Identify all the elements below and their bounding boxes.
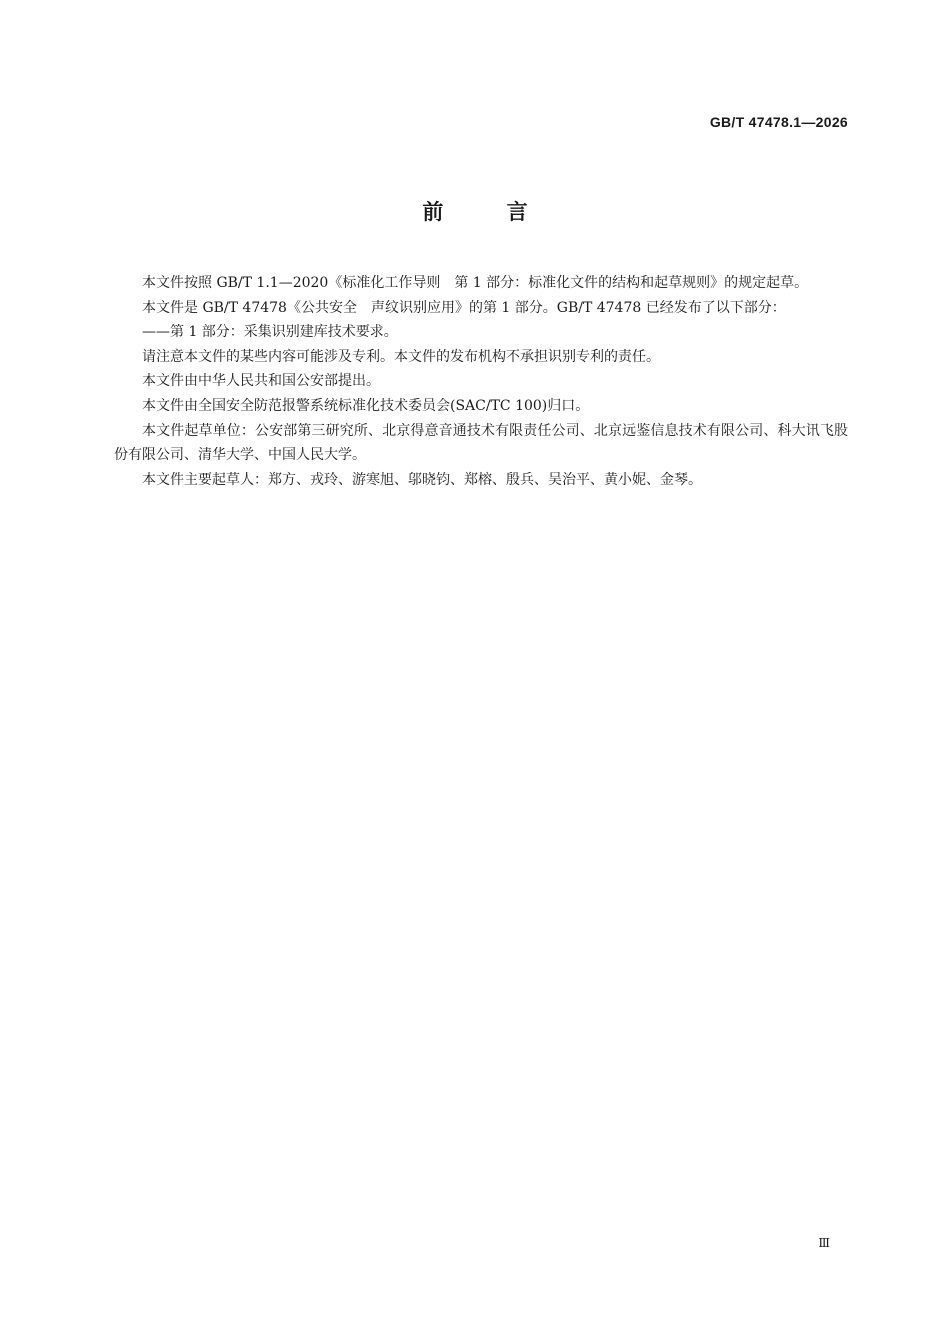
paragraph-drafters: 本文件主要起草人：郑方、戎玲、游寒旭、邬晓钧、郑榕、殷兵、吴治平、黄小妮、金琴。	[142, 471, 702, 488]
paragraph-patent-notice: 请注意本文件的某些内容可能涉及专利。本文件的发布机构不承担识别专利的责任。	[142, 348, 660, 365]
page-title: 前 言	[422, 200, 528, 224]
standard-number: GB/T 47478.1—2026	[709, 114, 848, 130]
paragraph-proposer: 本文件由中华人民共和国公安部提出。	[142, 373, 380, 390]
list-item-part-1: ——第 1 部分：采集识别建库技术要求。	[142, 324, 398, 341]
foreword-body	[114, 271, 848, 492]
paragraph-series-info: 本文件是 GB/T 47478《公共安全 声纹识别应用》的第 1 部分。GB/T 47478 已经发布了以下部分：	[142, 299, 786, 316]
paragraph-drafting-rules: 本文件按照 GB/T 1.1—2020《标准化工作导则 第 1 部分：标准化文件的结构和起草规则》的规定起草。	[142, 275, 809, 291]
paragraph-committee: 本文件由全国安全防范报警系统标准化技术委员会(SAC/TC 100)归口。	[142, 397, 590, 414]
page-number: Ⅲ	[818, 1236, 830, 1250]
paragraph-drafting-units: 本文件起草单位：公安部第三研究所、北京得意音通技术有限责任公司、北京远鉴信息技术有限公司、科大讯飞股份有限公司、清华大学、中国人民大学。	[114, 422, 848, 464]
